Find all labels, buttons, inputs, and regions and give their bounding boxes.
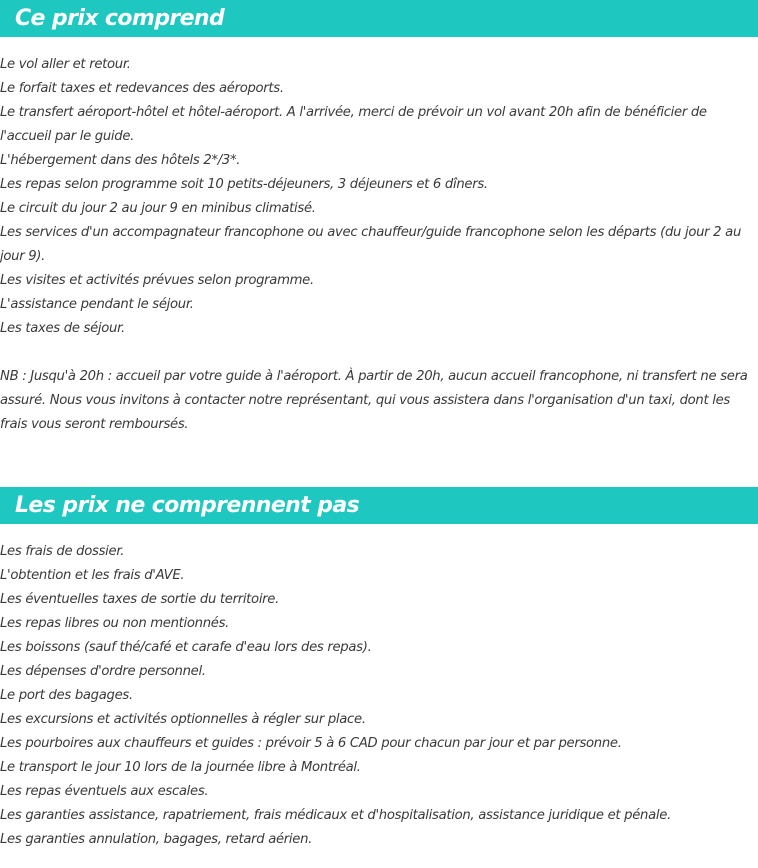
list-item: Les excursions et activités optionnelles à régler sur place. (0, 712, 366, 727)
list-item: Les services d'un accompagnateur francophone ou avec chauffeur/guide francophone selon les départs (du jour 2 au jour 9). (0, 225, 741, 264)
arrival-note (0, 365, 758, 437)
list-item: L'assistance pendant le séjour. (0, 297, 194, 312)
list-item: Les repas éventuels aux escales. (0, 784, 209, 799)
list-item: Les dépenses d'ordre personnel. (0, 664, 206, 679)
list-item: Les boissons (sauf thé/café et carafe d'eau lors des repas). (0, 640, 372, 655)
list-item: Le transport le jour 10 lors de la journée libre à Montréal. (0, 760, 361, 775)
list-item: Les taxes de séjour. (0, 321, 125, 336)
list-item: L'hébergement dans des hôtels 2*/3*. (0, 153, 241, 168)
list-item: Le forfait taxes et redevances des aéroports. (0, 81, 284, 96)
list-item: Le port des bagages. (0, 688, 133, 703)
list-item: Le vol aller et retour. (0, 57, 131, 72)
list-item: Les repas selon programme soit 10 petits-déjeuners, 3 déjeuners et 6 dîners. (0, 177, 488, 192)
list-item: Les éventuelles taxes de sortie du territoire. (0, 592, 280, 607)
list-item: Le transfert aéroport-hôtel et hôtel-aéroport. A l'arrivée, merci de prévoir un vol avant 20h afin de bénéficier de l'accueil par le guide. (0, 105, 707, 144)
arrival-note-text: NB : Jusqu'à 20h : accueil par votre guide à l'aéroport. À partir de 20h, aucun accueil francophone, ni transfert ne sera assuré. Nous vous invitons à contacter notre représentant, qui vous assistera dans l'organisation d'un taxi, dont les frais vous seront remboursés. (0, 369, 748, 432)
excluded-list (0, 540, 758, 852)
list-item: Les frais de dossier. (0, 544, 125, 559)
list-item: L'obtention et les frais d'AVE. (0, 568, 185, 583)
included-list (0, 53, 758, 341)
list-item: Les visites et activités prévues selon programme. (0, 273, 314, 288)
list-item: Les repas libres ou non mentionnés. (0, 616, 230, 631)
included-section-title: Ce prix comprend (0, 0, 758, 37)
list-item: Le circuit du jour 2 au jour 9 en minibus climatisé. (0, 201, 316, 216)
list-item: Les garanties annulation, bagages, retard aérien. (0, 832, 313, 847)
list-item: Les garanties assistance, rapatriement, frais médicaux et d'hospitalisation, assistance juridique et pénale. (0, 808, 671, 823)
excluded-section-title: Les prix ne comprennent pas (0, 487, 758, 524)
list-item: Les pourboires aux chauffeurs et guides : prévoir 5 à 6 CAD pour chacun par jour et par personne. (0, 736, 622, 751)
